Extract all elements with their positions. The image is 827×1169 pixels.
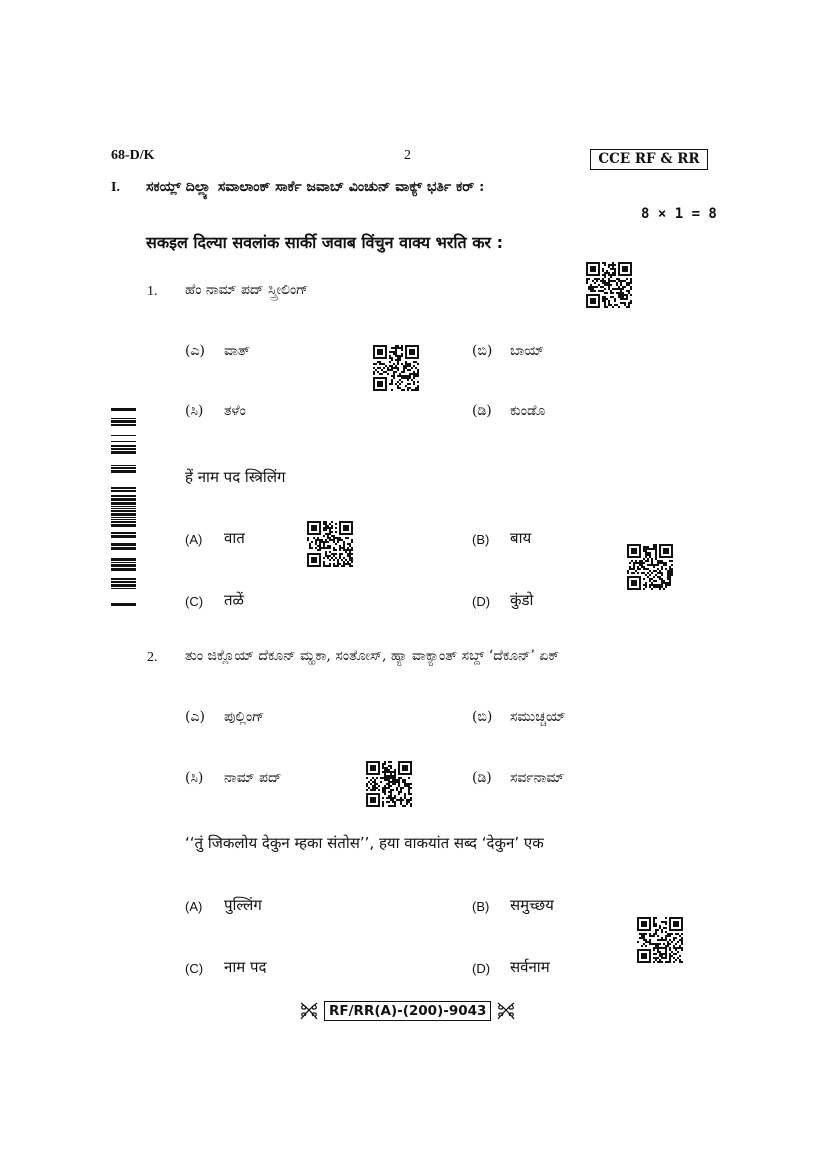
option-text: समुच्छय	[510, 896, 554, 914]
ornament-icon	[298, 1000, 320, 1022]
section-number: I.	[111, 180, 120, 195]
question-text-devanagari: हें नाम पद स्त्रिलिंग	[185, 468, 286, 486]
option-label: (ಸಿ)	[185, 403, 204, 419]
option-text: ತಳೆಂ	[224, 403, 246, 419]
header-box-label: CCE RF & RR	[590, 149, 708, 170]
option-label: (D)	[472, 961, 491, 976]
option-label: (C)	[185, 594, 204, 609]
option-text: ವಾತ್	[224, 343, 250, 359]
option-label: (B)	[472, 899, 490, 914]
qr-code-icon	[366, 761, 412, 807]
page-number: 2	[404, 148, 411, 163]
section-instruction-devanagari: सकइल दिल्या सवलांक सार्की जवाब विंचुन वाक्य भरति कर :	[146, 233, 503, 252]
question-number: 2.	[147, 650, 158, 665]
qr-code-icon	[307, 521, 353, 567]
question-text-kannada: ಹೆಂ ನಾಮ್ ಪದ್ ಸ್ತ್ರೀಲಿಂಗ್	[185, 282, 309, 298]
option-label: (B)	[472, 532, 490, 547]
question-text-kannada: ತುಂ ಜಿಕ್ಲೊಯ್ ದೆಕೂನ್ ಮ್ಹಕಾ, ಸಂತೋಸ್, ಹ್ಯಾ ವಾಕ್ಯಾಂತ್ ಸಬ್ದ್ ‘ದೆಕೂನ್’ ಏಕ್	[185, 648, 560, 664]
footer-code: RF/RR(A)-(200)-9043	[324, 1001, 491, 1021]
option-text: ಬಾಯ್	[510, 343, 545, 359]
paper-code: 68-D/K	[111, 148, 155, 163]
option-text: ನಾಮ್ ಪದ್	[224, 770, 282, 786]
qr-code-icon	[586, 262, 632, 308]
option-label: (ಸಿ)	[185, 770, 204, 786]
option-label: (ಎ)	[185, 343, 205, 359]
option-text: ಪುಲ್ಲಿಂಗ್	[224, 709, 265, 725]
ornament-icon	[495, 1000, 517, 1022]
option-label: (ಬಿ)	[472, 709, 493, 725]
option-text: तळें	[224, 591, 244, 609]
section-marks: 8 × 1 = 8	[641, 206, 717, 222]
question-number: 1.	[147, 284, 158, 299]
option-label: (C)	[185, 961, 204, 976]
option-text: पुल्लिंग	[224, 896, 262, 914]
option-label: (D)	[472, 594, 491, 609]
option-text: वात	[224, 529, 245, 547]
footer	[298, 998, 517, 1024]
option-text: बाय	[510, 529, 532, 547]
option-text: सर्वनाम	[510, 958, 550, 976]
option-text: ಸರ್ವನಾಮ್	[510, 770, 565, 786]
option-label: (A)	[185, 899, 203, 914]
barcode-icon	[111, 402, 136, 606]
option-text: ಸಮುಚ್ಚಯ್	[510, 709, 566, 725]
qr-code-icon	[637, 917, 683, 963]
qr-code-icon	[373, 345, 419, 391]
option-text: ಕುಂಡೊ	[510, 403, 546, 419]
option-label: (ಡಿ)	[472, 770, 492, 786]
option-text: कुंडो	[510, 591, 534, 609]
option-label: (ಎ)	[185, 709, 205, 725]
qr-code-icon	[627, 544, 673, 590]
option-label: (ಬಿ)	[472, 343, 493, 359]
option-text: नाम पद	[224, 958, 267, 976]
option-label: (ಡಿ)	[472, 403, 492, 419]
section-instruction-kannada: ಸಕಯ್ಲ್ ದಿಲ್ಲ್ಯಾ ಸವಾಲಾಂಕ್ ಸಾರ್ಕೆ ಜವಾಬ್ ವಿಂಚುನ್ ವಾಕ್ಯ್ ಭರ್ತಿ ಕರ್ :	[146, 179, 485, 195]
option-label: (A)	[185, 532, 203, 547]
question-text-devanagari: ‘‘तुं जिकलोय देकुन म्हका संतोस’’, हया वाकयांत सब्द ‘देकुन’ एक	[185, 834, 544, 852]
